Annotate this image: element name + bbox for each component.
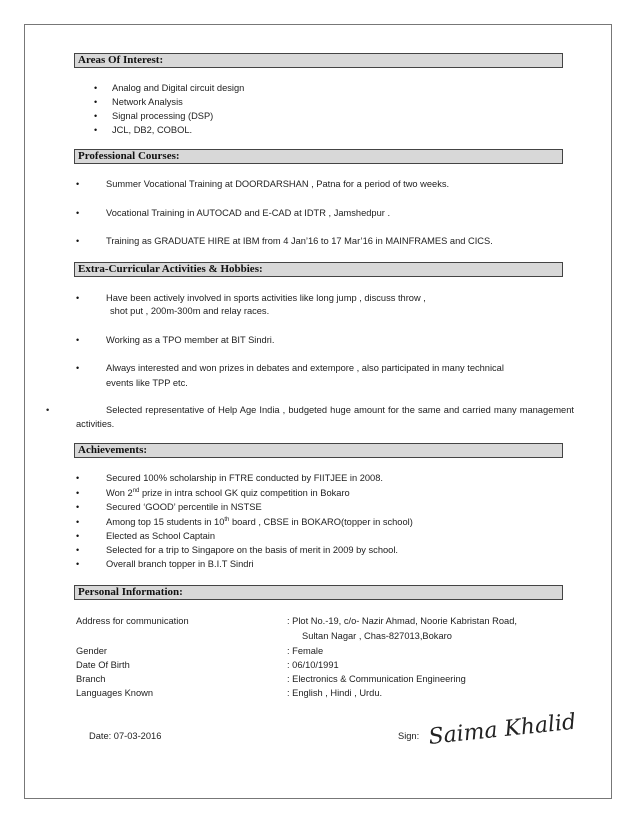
section-header-achievements: Achievements: [74, 443, 563, 458]
achievement-text: Won 2 [106, 488, 133, 498]
section-header-professional-courses: Professional Courses: [74, 149, 563, 164]
info-value-address-line2: Sultan Nagar , Chas-827013,Bokaro [302, 631, 452, 641]
ordinal-suffix: nd [132, 487, 140, 494]
bullet-icon: • [76, 236, 80, 246]
achievement-item: Selected for a trip to Singapore on the basis of merit in 2009 by school. [106, 545, 398, 555]
bullet-icon: • [76, 335, 80, 345]
bullet-icon: • [46, 405, 50, 415]
achievement-item: Elected as School Captain [106, 531, 216, 541]
info-label-languages: Languages Known [76, 688, 154, 698]
signature-text: Saima Khalid [427, 709, 578, 750]
course-item: Training as GRADUATE HIRE at IBM from 4 Jan’16 to 17 Mar’16 in MAINFRAMES and CICS. [106, 236, 493, 246]
activity-item [46, 403, 574, 431]
info-value-dob: : 06/10/1991 [287, 660, 339, 670]
info-value-gender: : Female [287, 646, 324, 656]
info-value-address: : Plot No.-19, c/o- Nazir Ahmad, Noorie Kabristan Road, [287, 616, 517, 626]
bullet-icon: • [76, 559, 80, 569]
bullet-icon: • [76, 473, 80, 483]
course-item: Vocational Training in AUTOCAD and E-CAD at IDTR , Jamshedpur . [106, 208, 391, 218]
info-value-branch: : Electronics & Communication Engineering [287, 674, 466, 684]
activity-item-continuation: shot put , 200m-300m and relay races. [110, 306, 270, 316]
info-label-branch: Branch [76, 674, 106, 684]
bullet-icon: • [76, 531, 80, 541]
achievement-text: Among top 15 students in 10 [106, 517, 225, 527]
activity-item: Have been actively involved in sports activities like long jump , discuss throw , [106, 293, 426, 303]
interest-item: Signal processing (DSP) [112, 111, 214, 121]
bullet-icon: • [76, 488, 80, 498]
course-item: Summer Vocational Training at DOORDARSHAN , Patna for a period of two weeks. [106, 179, 450, 189]
activity-item: Always interested and won prizes in debates and extempore , also participated in many technical [106, 363, 504, 373]
info-value-languages: : English , Hindi , Urdu. [287, 688, 383, 698]
activity-item-continuation: events like TPP etc. [106, 378, 188, 388]
bullet-icon: • [94, 111, 98, 121]
bullet-icon: • [94, 97, 98, 107]
info-label-gender: Gender [76, 646, 108, 656]
ordinal-suffix: th [224, 516, 230, 523]
achievement-item: Overall branch topper in B.I.T Sindri [106, 559, 254, 569]
achievement-text: prize in intra school GK quiz competition in Bokaro [139, 488, 350, 498]
interest-item: Analog and Digital circuit design [112, 83, 245, 93]
section-header-areas-of-interest: Areas Of Interest: [74, 53, 563, 68]
bullet-icon: • [76, 179, 80, 189]
interest-item: Network Analysis [112, 97, 183, 107]
achievement-item: Secured 100% scholarship in FTRE conducted by FIITJEE in 2008. [106, 473, 383, 483]
bullet-icon: • [76, 208, 80, 218]
achievement-item [106, 487, 350, 499]
bullet-icon: • [94, 125, 98, 135]
bullet-icon: • [76, 502, 80, 512]
sign-label: Sign: [398, 731, 420, 741]
achievement-item [106, 516, 413, 528]
signature-image [426, 708, 578, 750]
bullet-icon: • [76, 517, 80, 527]
achievement-item: Secured ‘GOOD’ percentile in NSTSE [106, 502, 262, 512]
achievement-text: board , CBSE in BOKARO(topper in school) [229, 517, 413, 527]
section-header-extra-curricular: Extra-Curricular Activities & Hobbies: [74, 262, 563, 277]
date-line: Date: 07-03-2016 [89, 731, 162, 741]
info-label-address: Address for communication [76, 616, 189, 626]
bullet-icon: • [76, 293, 80, 303]
activity-item: Working as a TPO member at BIT Sindri. [106, 335, 275, 345]
info-label-dob: Date Of Birth [76, 660, 130, 670]
section-header-personal-information: Personal Information: [74, 585, 563, 600]
bullet-icon: • [76, 363, 80, 373]
bullet-icon: • [76, 545, 80, 555]
activity-text: Selected representative of Help Age India , budgeted huge amount for the same and carried many management activities. [76, 405, 574, 429]
interest-item: JCL, DB2, COBOL. [112, 125, 193, 135]
bullet-icon: • [94, 83, 98, 93]
